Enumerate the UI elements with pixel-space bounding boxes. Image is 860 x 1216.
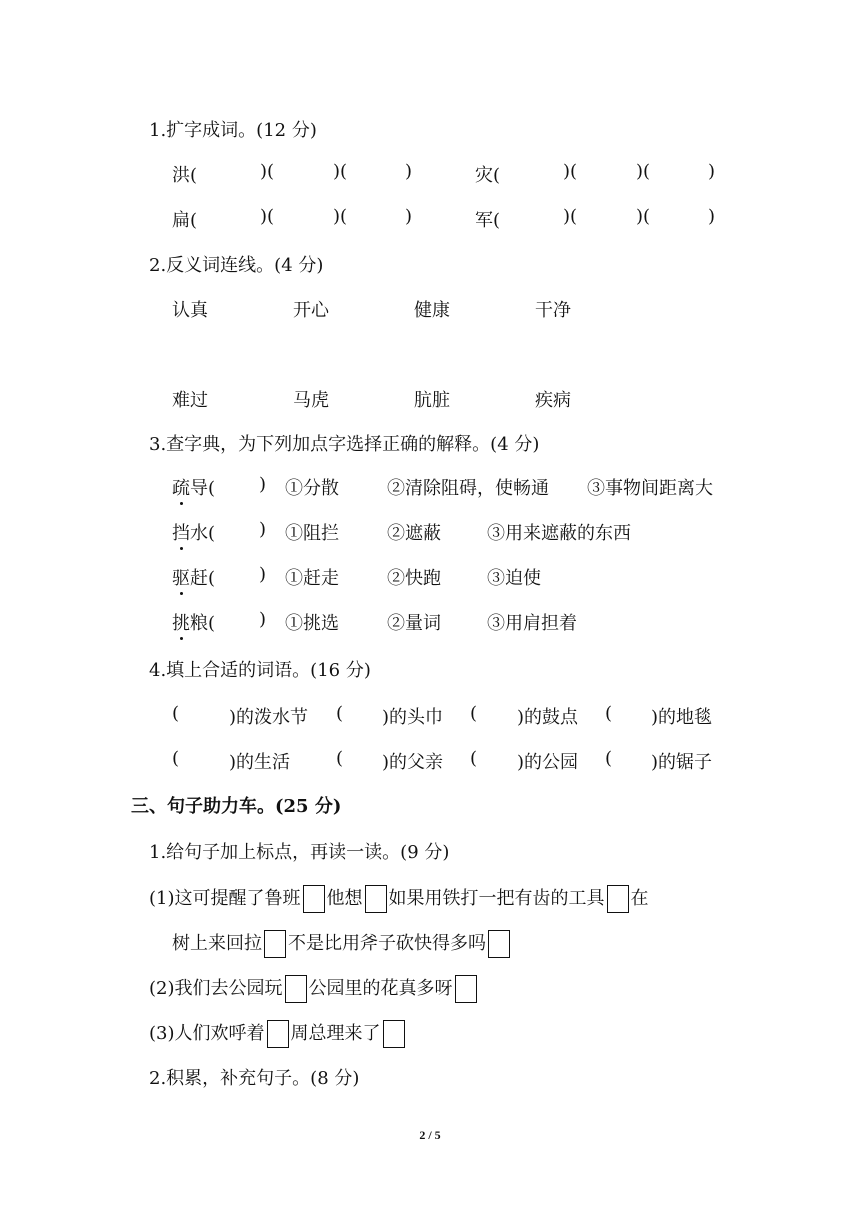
q4-open-paren: (: [605, 703, 613, 724]
q4-open-paren: (: [336, 748, 344, 769]
q3-option-2: ②遮蔽: [387, 523, 441, 544]
q3-option-2: ②清除阻碍，使畅通: [387, 478, 549, 499]
q4-phrase: )的锯子: [651, 752, 713, 773]
q3-word-rest: 赶(: [190, 568, 216, 589]
q1-row1-char1: 洪(: [172, 165, 198, 186]
q4-open-paren: (: [172, 703, 180, 724]
s1-text: 他想: [326, 888, 363, 909]
q1-row2-paren4: )(: [563, 206, 578, 227]
s1-text: 在: [630, 888, 649, 909]
punctuation-box[interactable]: [303, 885, 325, 913]
q1-row2-paren3: ): [405, 206, 413, 227]
q1-row2-char2: 军(: [475, 210, 501, 231]
q3-row: [172, 564, 215, 590]
q3-close-paren: ): [259, 519, 267, 540]
s1-text: 周总理来了: [290, 1023, 381, 1044]
punctuation-box[interactable]: [455, 975, 477, 1003]
s1-text: (3)人们欢呼着: [149, 1023, 265, 1044]
q2-top-word: 认真: [172, 300, 208, 321]
q4-open-paren: (: [470, 748, 478, 769]
q3-close-paren: ): [259, 564, 267, 585]
q1-row2-paren2: )(: [333, 206, 348, 227]
punctuation-box[interactable]: [365, 885, 387, 913]
q4-title: 4.填上合适的词语。(16 分): [149, 660, 371, 681]
s1-sentence-1-cont: [172, 929, 512, 958]
q3-row: [172, 519, 215, 545]
q3-option-2: ②量词: [387, 613, 441, 634]
q4-open-paren: (: [336, 703, 344, 724]
q3-row: [172, 609, 215, 635]
q2-title: 2.反义词连线。(4 分): [149, 255, 324, 276]
q3-option-2: ②快跑: [387, 568, 441, 589]
q4-open-paren: (: [172, 748, 180, 769]
punctuation-box[interactable]: [488, 930, 510, 958]
q3-dotted-char: 挑: [172, 613, 190, 634]
q2-top-word: 开心: [293, 300, 329, 321]
q3-option-1: ①阻拦: [285, 523, 339, 544]
q1-row2-paren6: ): [708, 206, 716, 227]
s1-text: 如果用铁打一把有齿的工具: [388, 888, 605, 909]
punctuation-box[interactable]: [607, 885, 629, 913]
s1-text: 树上来回拉: [172, 933, 262, 954]
q4-phrase: )的地毯: [651, 707, 713, 728]
s1-text: (1)这可提醒了鲁班: [149, 888, 301, 909]
q3-title: 3.查字典，为下列加点字选择正确的解释。(4 分): [149, 434, 540, 455]
q2-bottom-word: 疾病: [535, 390, 571, 411]
q4-open-paren: (: [470, 703, 478, 724]
q2-bottom-word: 马虎: [293, 390, 329, 411]
s1-sentence-3: [149, 1019, 407, 1048]
q1-row1-char2: 灾(: [475, 165, 501, 186]
punctuation-box[interactable]: [285, 975, 307, 1003]
page-number: 2 / 5: [419, 1128, 441, 1142]
q3-word-rest: 导(: [190, 478, 216, 499]
q4-phrase: )的公园: [517, 752, 579, 773]
q1-row2-paren1: )(: [260, 206, 275, 227]
punctuation-box[interactable]: [383, 1020, 405, 1048]
s1-title: 1.给句子加上标点，再读一读。(9 分): [149, 842, 450, 863]
q2-top-word: 干净: [535, 300, 571, 321]
q1-row2-paren5: )(: [636, 206, 651, 227]
q3-option-1: ①赶走: [285, 568, 339, 589]
punctuation-box[interactable]: [264, 930, 286, 958]
s1-text: 不是比用斧子砍快得多吗: [288, 933, 486, 954]
section-heading: 三、句子助力车。(25 分): [131, 796, 342, 817]
q3-close-paren: ): [259, 474, 267, 495]
q3-word-rest: 粮(: [190, 613, 216, 634]
q4-phrase: )的生活: [229, 752, 291, 773]
q3-option-3: ③用来遮蔽的东西: [487, 523, 631, 544]
q1-row1-paren2: )(: [333, 161, 348, 182]
q3-option-3: ③事物间距离大: [587, 478, 713, 499]
s1-text: 公园里的花真多呀: [308, 978, 453, 999]
q2-bottom-word: 肮脏: [414, 390, 450, 411]
q3-dotted-char: 疏: [172, 478, 190, 499]
q4-phrase: )的头巾: [382, 707, 444, 728]
q2-top-word: 健康: [414, 300, 450, 321]
q1-row1-paren5: )(: [636, 161, 651, 182]
q4-phrase: )的鼓点: [517, 707, 579, 728]
punctuation-box[interactable]: [267, 1020, 289, 1048]
s1-text: (2)我们去公园玩: [149, 978, 283, 999]
q2-bottom-word: 难过: [172, 390, 208, 411]
s1-sentence-1: [149, 884, 649, 913]
q3-dotted-char: 挡: [172, 523, 190, 544]
q3-option-3: ③迫使: [487, 568, 541, 589]
q1-row1-paren6: ): [708, 161, 716, 182]
q3-dotted-char: 驱: [172, 568, 190, 589]
q4-open-paren: (: [605, 748, 613, 769]
q4-phrase: )的泼水节: [229, 707, 309, 728]
q1-row2-char1: 扁(: [172, 210, 198, 231]
s1-sentence-2: [149, 974, 479, 1003]
q3-option-1: ①分散: [285, 478, 339, 499]
q3-close-paren: ): [259, 609, 267, 630]
s2-title: 2.积累，补充句子。(8 分): [149, 1068, 360, 1089]
q3-option-3: ③用肩担着: [487, 613, 577, 634]
q1-title: 1.扩字成词。(12 分): [149, 120, 317, 141]
q4-phrase: )的父亲: [382, 752, 444, 773]
q1-row1-paren1: )(: [260, 161, 275, 182]
q1-row1-paren3: ): [405, 161, 413, 182]
q3-row: [172, 474, 215, 500]
q3-word-rest: 水(: [190, 523, 216, 544]
q1-row1-paren4: )(: [563, 161, 578, 182]
q3-option-1: ①挑选: [285, 613, 339, 634]
